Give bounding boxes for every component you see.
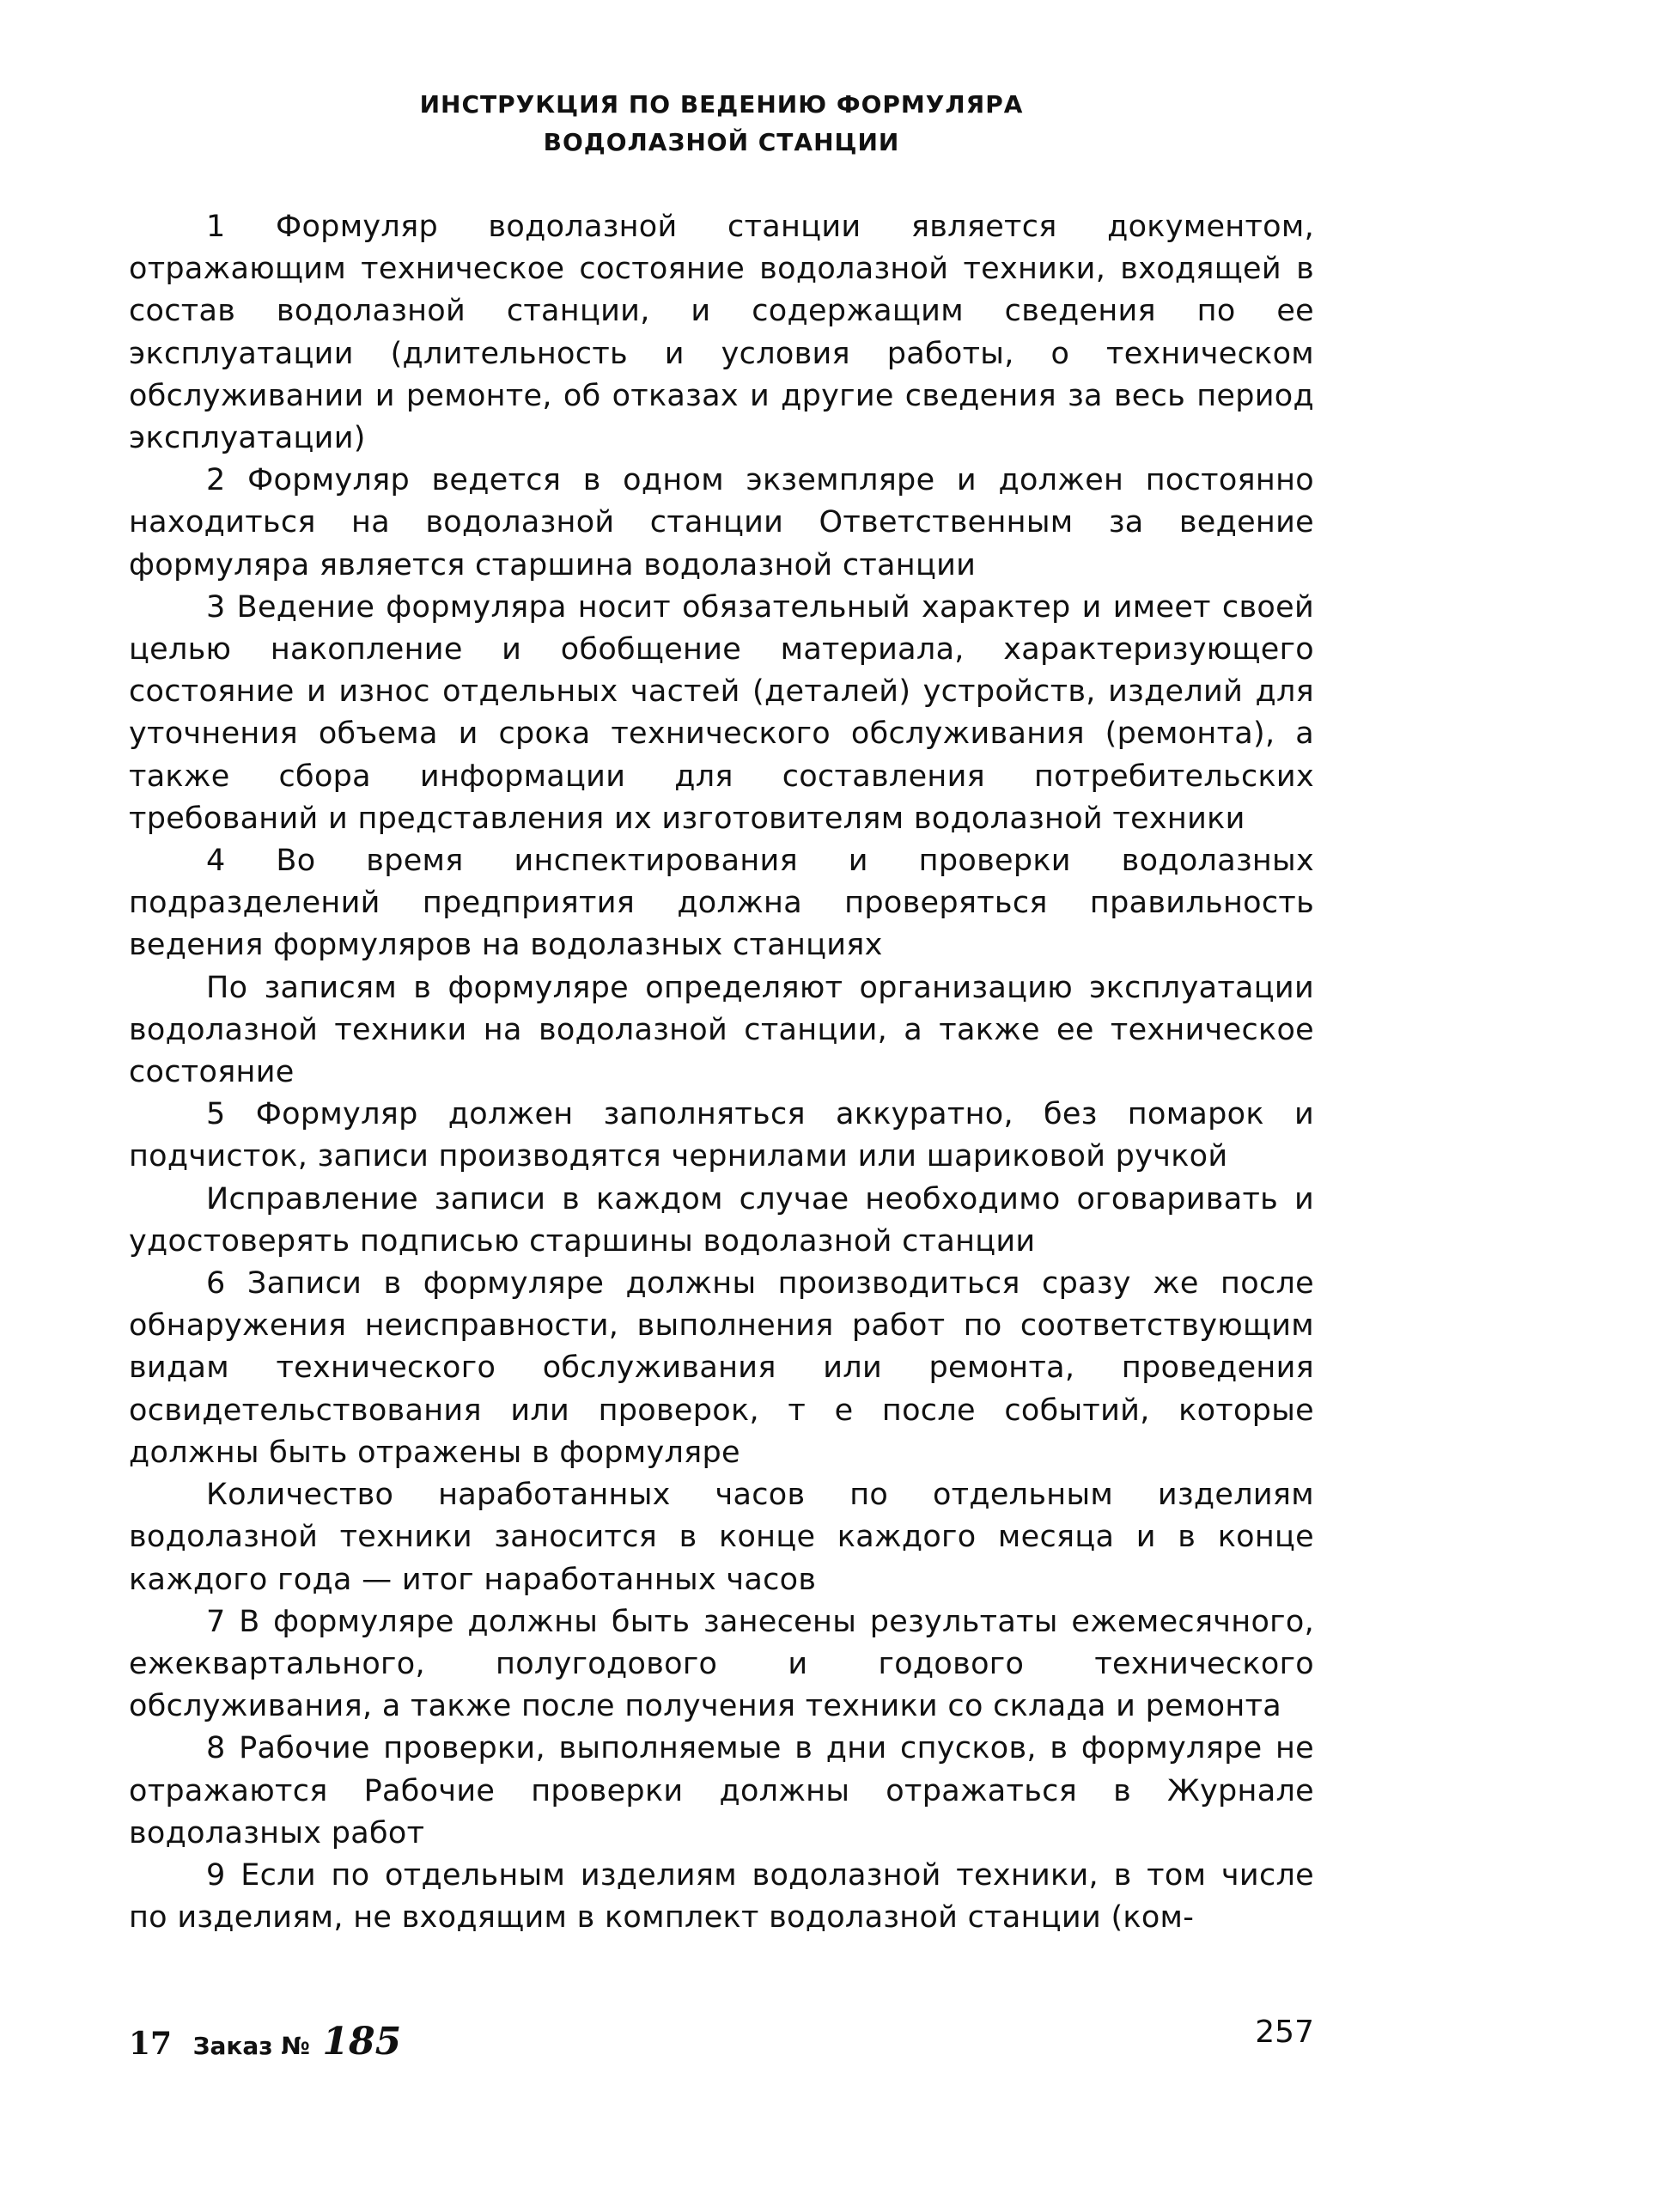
page-number: 257 [1255,2015,1314,2050]
paragraph: 4 Во время инспектирования и проверки водолазных подразделений предприятия должна проверяться правильность ведения формуляров на водолазных станциях [129,844,1314,963]
sheet-signature: 17 [129,2026,173,2062]
document-title [129,86,1314,162]
paragraph: 2 Формуляр ведется в одном экземпляре и должен постоянно находиться на водолазной станции Ответственным за ведение формуляра является старшина водолазной станции [129,463,1314,582]
paragraph: Исправление записи в каждом случае необходимо оговаривать и удостоверять подписью старшины водолазной станции [129,1181,1314,1259]
order-number: 185 [322,2020,402,2064]
page-footer [129,2015,1314,2066]
paragraph: 5 Формуляр должен заполняться аккуратно, без помарок и подчисток, записи производятся чернилами или шариковой ручкой [129,1097,1314,1174]
document-page [129,86,1314,1939]
print-order-mark [129,2020,401,2064]
paragraph: 9 Если по отдельным изделиям водолазной техники, в том числе по изделиям, не входящим в комплект водолазной станции (ком- [129,1857,1314,1936]
paragraph: 3 Ведение формуляра носит обязательный характер и имеет своей целью накопление и обобщение материала, характеризующего состояние и износ отдельных частей (деталей) устройств, изделий для уточнения объема и срока технического обслуживания (ремонта), а также сбора информации для составления потребительских требований и представления их изготовителям водолазной техники [129,589,1314,836]
order-label: Заказ № [192,2032,310,2060]
title-line-1: ИНСТРУКЦИЯ ПО ВЕДЕНИЮ ФОРМУЛЯРА [419,90,1024,119]
paragraph: 6 Записи в формуляре должны производиться сразу же после обнаружения неисправности, выполнения работ по соответствующим видам технического обслуживания или ремонта, проведения освидетельствования или проверок, т е после событий, которые должны быть отражены в формуляре [129,1266,1314,1470]
paragraph: 7 В формуляре должны быть занесены результаты ежемесячного, ежеквартального, полугодового и годового технического обслуживания, а также после получения техники со склада и ремонта [129,1604,1314,1724]
paragraph: По записям в формуляре определяют организацию эксплуатации водолазной техники на водолазной станции, а также ее техническое состояние [129,970,1314,1090]
title-line-2: ВОДОЛАЗНОЙ СТАНЦИИ [543,128,900,156]
paragraph: 1 Формуляр водолазной станции является документом, отражающим техническое состояние водолазной техники, входящей в состав водолазной станции, и содержащим сведения по ее эксплуатации (длительность и условия работы, о техническом обслуживании и ремонте, об отказах и другие сведения за весь период эксплуатации) [129,210,1314,456]
document-body [129,206,1314,1939]
paragraph: 8 Рабочие проверки, выполняемые в дни спусков, в формуляре не отражаются Рабочие проверки должны отражаться в Журнале водолазных работ [129,1731,1314,1850]
paragraph: Количество наработанных часов по отдельным изделиям водолазной техники заносится в конце каждого месяца и в конце каждого года — итог наработанных часов [129,1478,1314,1597]
